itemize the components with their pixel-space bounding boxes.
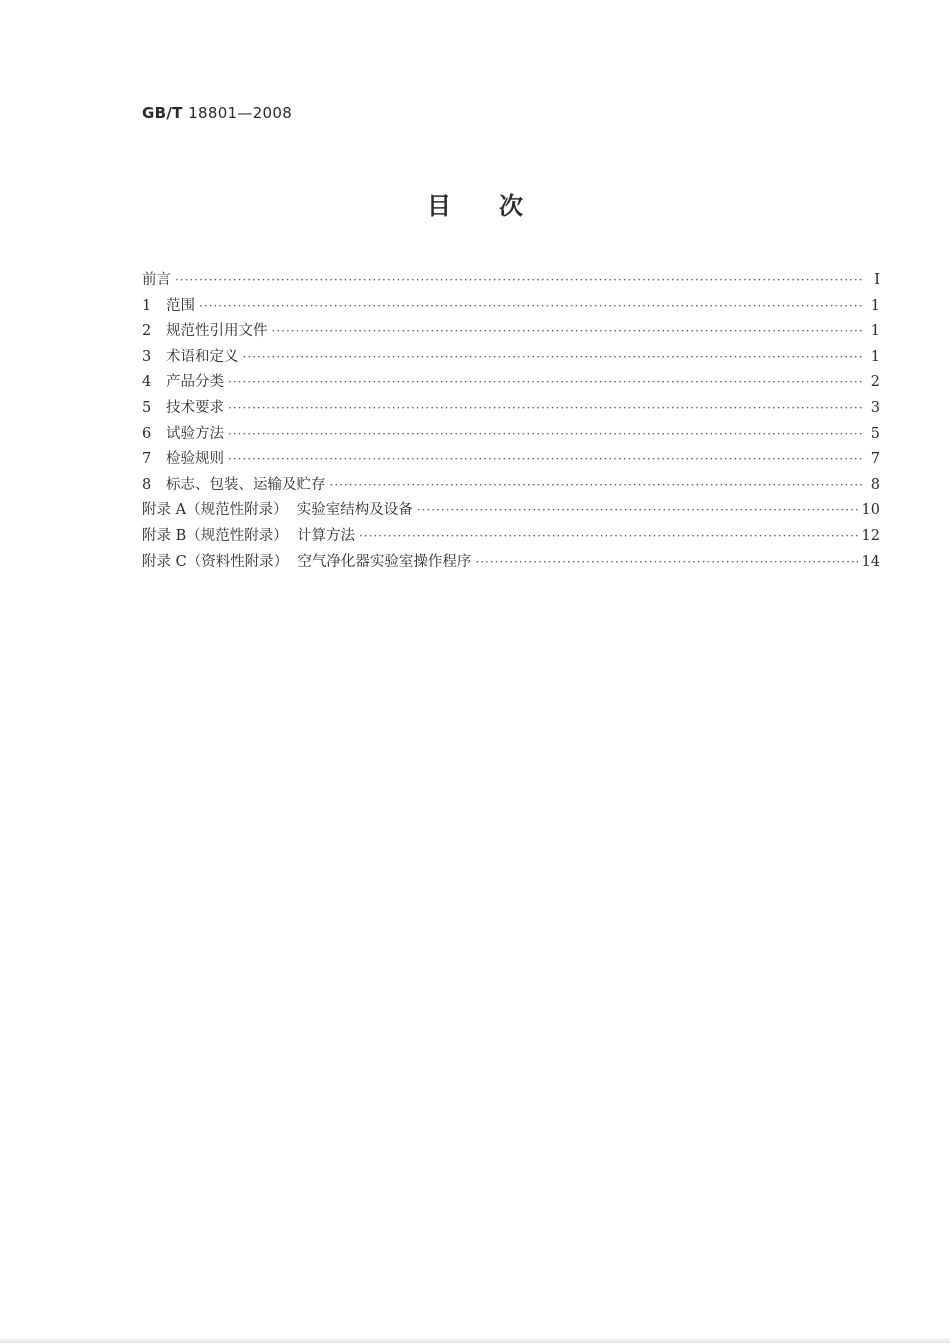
toc-entry-label (142, 319, 268, 340)
toc-title: 目次 (427, 192, 571, 220)
table-of-contents (142, 268, 880, 575)
toc-entry-page: 5 (870, 425, 880, 442)
toc-section-title: 技术要求 (166, 399, 224, 416)
dot-leader (228, 452, 862, 466)
standard-code (142, 104, 292, 122)
toc-entry-page: 12 (861, 527, 880, 544)
toc-section-number: 3 (142, 348, 152, 365)
dot-leader (359, 529, 858, 543)
dot-leader (330, 478, 863, 492)
dot-leader (417, 503, 858, 517)
dot-leader (228, 401, 862, 415)
toc-entry-label (142, 447, 224, 468)
toc-entry-label: 附录 C（资料性附录） 空气净化器实验室操作程序 (142, 553, 472, 570)
toc-section-number: 1 (142, 297, 152, 314)
toc-entry-page: 8 (870, 476, 880, 493)
toc-entry-annex-c[interactable] (142, 550, 880, 576)
toc-entry-4[interactable] (142, 370, 880, 396)
toc-entry-page: 7 (870, 451, 880, 468)
dot-leader (272, 324, 863, 338)
dot-leader (228, 427, 862, 441)
dot-leader (475, 555, 857, 569)
standard-code-prefix: GB/T (142, 104, 183, 122)
dot-leader (228, 375, 862, 389)
toc-section-number: 8 (142, 476, 152, 493)
toc-entry-1[interactable] (142, 294, 880, 320)
toc-entry-page: 10 (861, 502, 880, 519)
toc-entry-label: 附录 A（规范性附录） 实验室结构及设备 (142, 502, 413, 519)
toc-section-title: 范围 (166, 297, 195, 314)
toc-section-number: 2 (142, 323, 152, 340)
toc-entry-5[interactable] (142, 396, 880, 422)
toc-section-title: 试验方法 (166, 425, 224, 442)
toc-section-title: 检验规则 (166, 451, 224, 468)
toc-entry-label (142, 422, 224, 443)
toc-section-number: 6 (142, 425, 152, 442)
toc-section-title: 术语和定义 (166, 348, 239, 365)
toc-entry-label (142, 345, 239, 366)
toc-entry-label (142, 473, 326, 494)
toc-entry-annex-b[interactable] (142, 524, 880, 550)
toc-entry-page: 1 (870, 323, 880, 340)
toc-entry-page: 2 (870, 374, 880, 391)
toc-entry-3[interactable] (142, 345, 880, 371)
toc-section-number: 5 (142, 399, 152, 416)
scan-bottom-edge (0, 1337, 950, 1343)
toc-entry-page: I (874, 272, 880, 288)
toc-section-number: 4 (142, 374, 152, 391)
toc-entry-label (142, 294, 195, 315)
toc-entry-7[interactable] (142, 447, 880, 473)
toc-section-title: 产品分类 (166, 374, 224, 391)
toc-entry-2[interactable] (142, 319, 880, 345)
toc-entry-page: 1 (870, 348, 880, 365)
toc-entry-label: 前言 (142, 272, 171, 288)
toc-entry-label (142, 370, 224, 391)
toc-section-title: 标志、包装、运输及贮存 (166, 476, 326, 493)
toc-entry-page: 14 (861, 553, 880, 570)
toc-entry-annex-a[interactable] (142, 498, 880, 524)
toc-entry-page: 1 (870, 297, 880, 314)
toc-section-number: 7 (142, 451, 152, 468)
dot-leader (243, 350, 863, 364)
dot-leader (175, 273, 862, 287)
toc-entry-label (142, 396, 224, 417)
standard-code-number: 18801—2008 (188, 104, 293, 122)
dot-leader (199, 299, 862, 313)
toc-entry-8[interactable] (142, 473, 880, 499)
toc-entry-foreword[interactable] (142, 268, 880, 294)
toc-section-title: 规范性引用文件 (166, 323, 268, 340)
toc-entry-6[interactable] (142, 422, 880, 448)
toc-entry-label: 附录 B（规范性附录） 计算方法 (142, 527, 355, 544)
toc-entry-page: 3 (870, 399, 880, 416)
